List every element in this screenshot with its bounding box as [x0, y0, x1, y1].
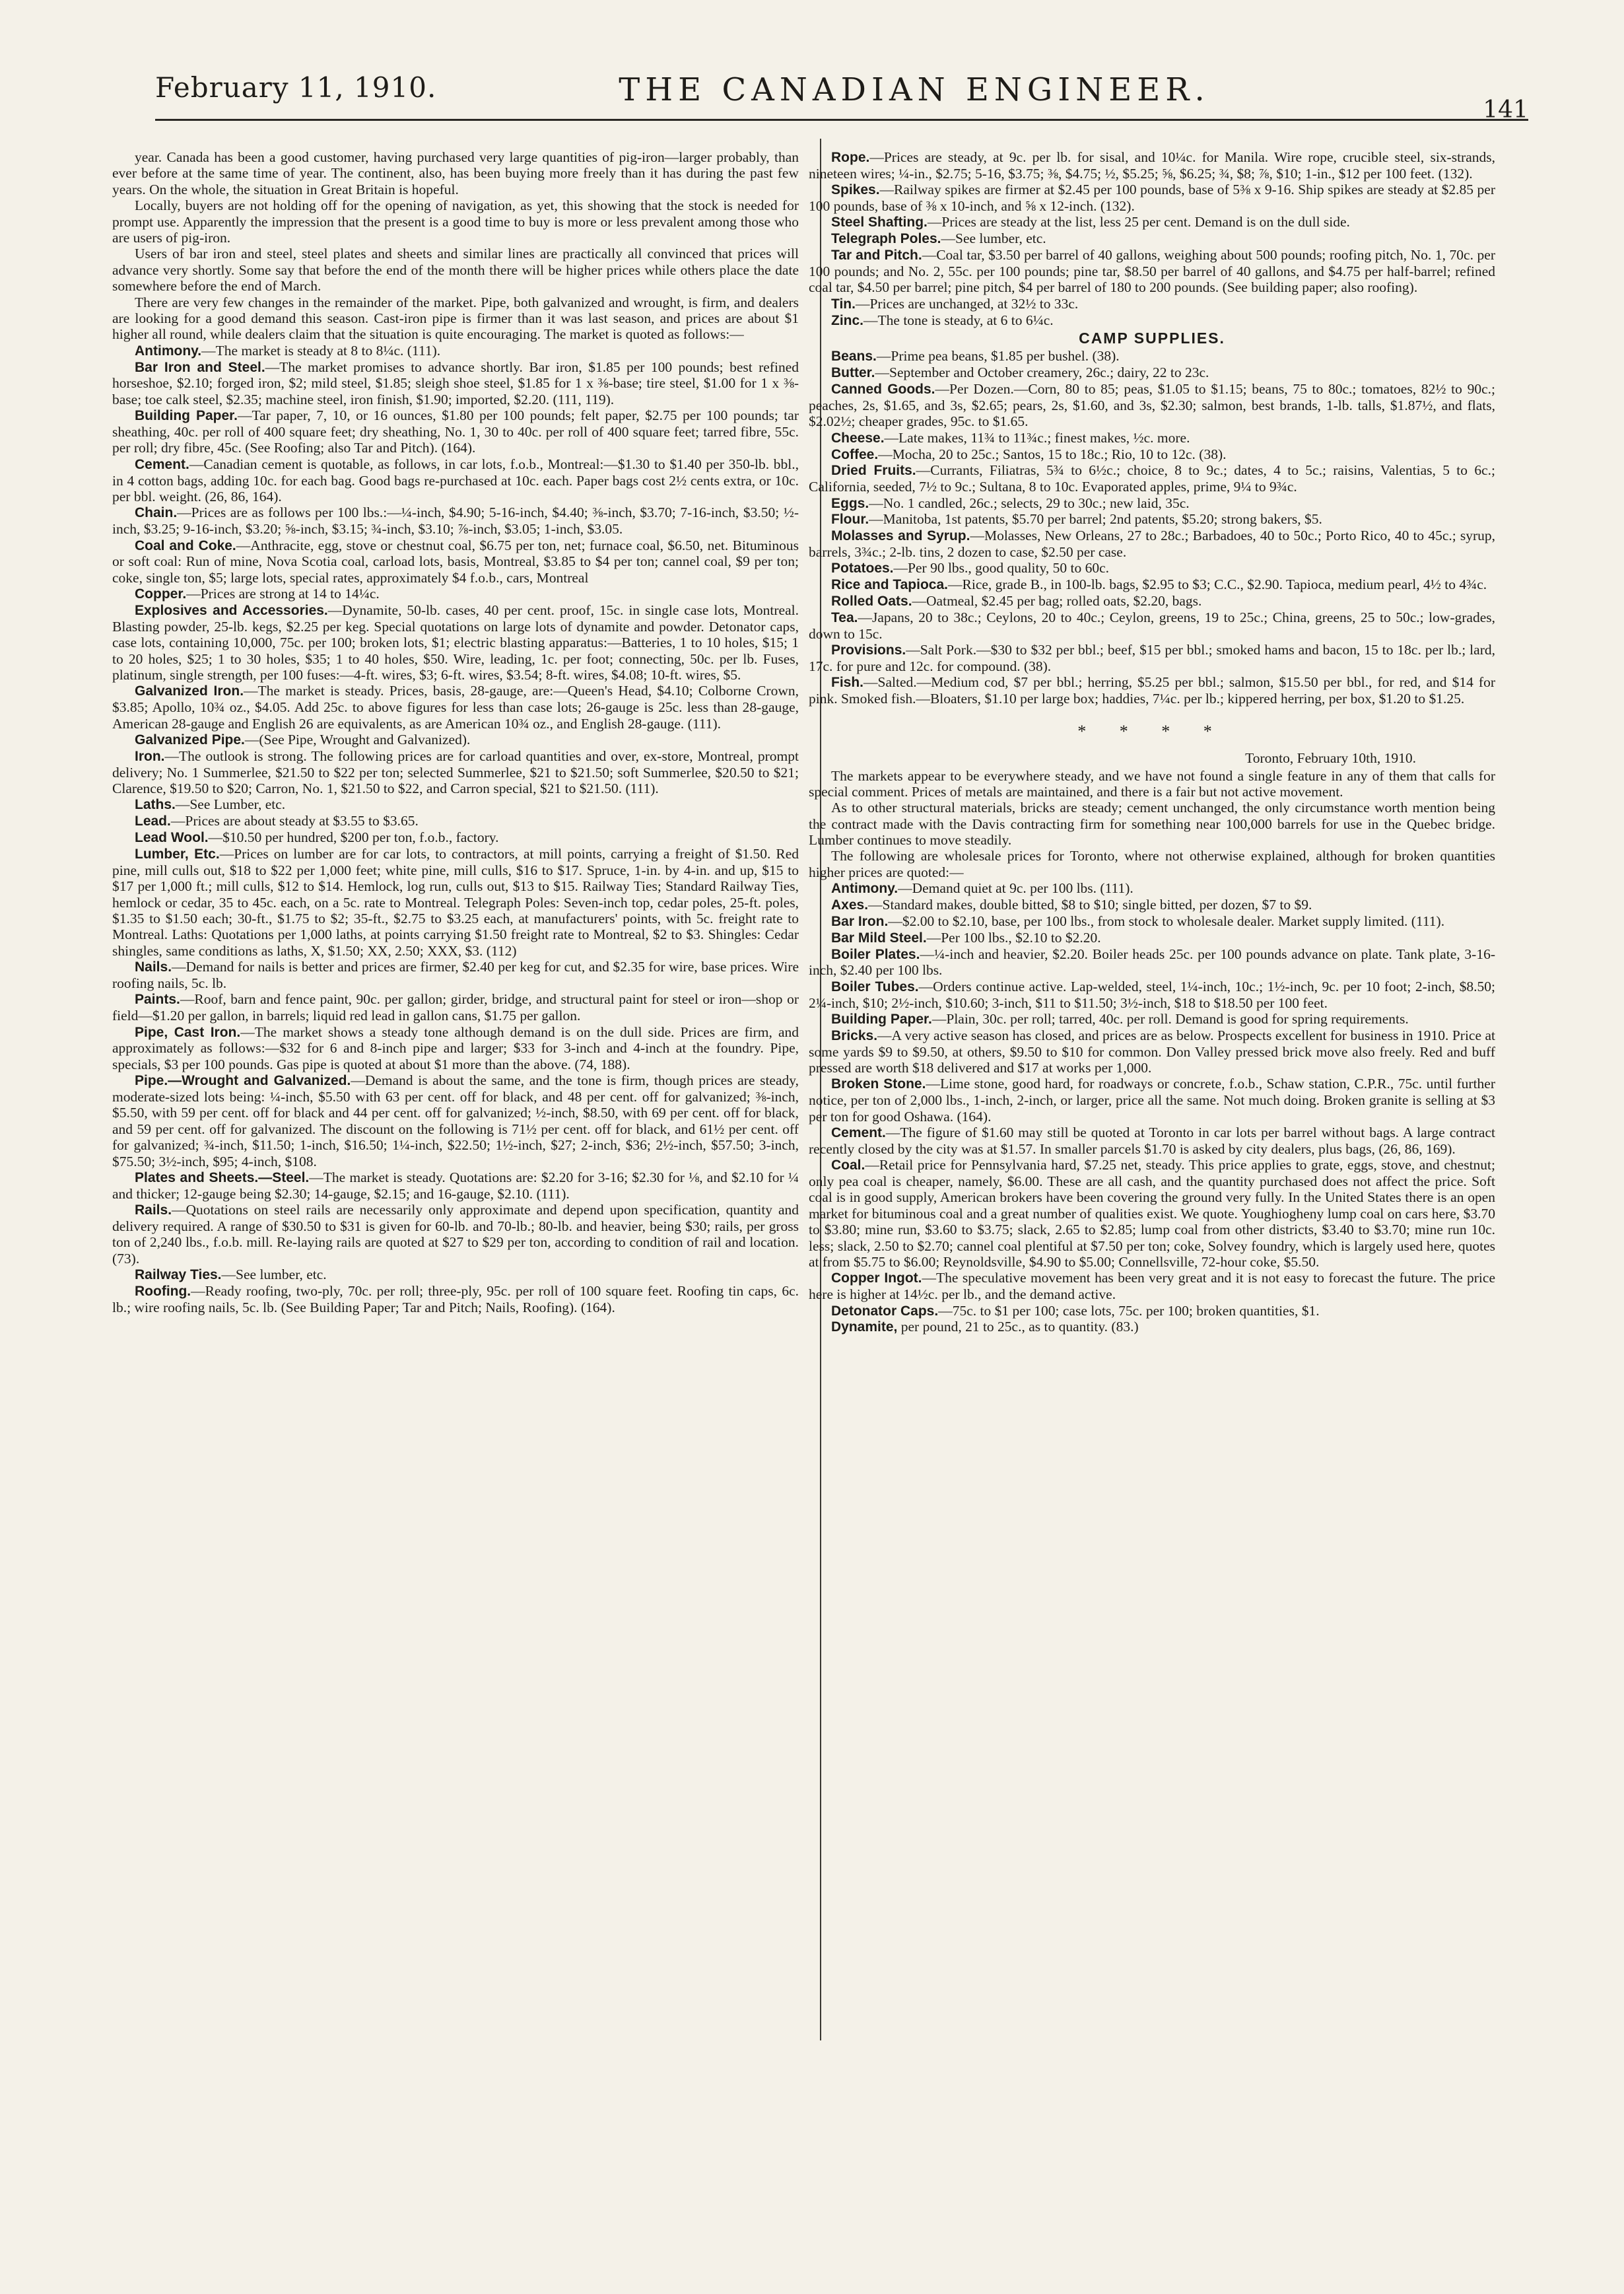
entry-term: Building Paper. — [135, 408, 238, 424]
entry-text: —The tone is steady, at 6 to 6¼c. — [863, 312, 1054, 328]
entry-term: Coffee. — [831, 446, 879, 462]
entry-term: Lead Wool. — [135, 830, 209, 846]
entry-term: Tin. — [831, 296, 856, 312]
price-entry — [809, 609, 1495, 642]
entry-text: —Per Dozen.—Corn, 80 to 85; peas, $1.05 to $1.15; beans, 75 to 80c.; tomatoes, 82½ to 90c.; peaches, 2s, $1.65, and 3s, $2.65; pears, 2s, $1.60, and 3s, $2.30; salmon, best brands, 1-lb. talls, $1.87½, and flats, $2.02½; cheaper grades, 95c. to $1.65. — [809, 381, 1495, 430]
entry-term: Boiler Tubes. — [831, 979, 919, 994]
entry-term: Bar Iron. — [831, 913, 889, 929]
entry-term: Coal. — [831, 1158, 865, 1173]
price-entry — [112, 1283, 799, 1315]
paragraph — [809, 800, 1495, 848]
price-entry — [112, 456, 799, 505]
entry-term: Tar and Pitch. — [831, 248, 922, 263]
entry-term: Bricks. — [831, 1027, 878, 1043]
entry-term: Bar Mild Steel. — [831, 930, 927, 946]
entry-term: Molasses and Syrup. — [831, 528, 970, 544]
entry-text: —The market shows a steady tone although demand is on the dull side. Prices are firm, and approximately as follows:—$32 for 6 and 8-inch pipe and larger; $33 for 3-inch and 4-inch at the foundry. Pipe, specials, $3 per 100 pounds. Gas pipe is quoted at about $1 more than the above. (74, 188). — [112, 1024, 799, 1072]
price-entry — [809, 1270, 1495, 1302]
right-column — [809, 149, 1495, 1335]
price-entry — [809, 674, 1495, 707]
entry-term: Nails. — [135, 959, 172, 975]
issue-date: February 11, 1910. — [155, 71, 437, 104]
entry-text: —Canadian cement is quotable, as follows, in car lots, f.o.b., Montreal:—$1.30 to $1.40 per 350-lb. bbl., in 4 cotton bags, adding 10c. for each bag. Good bags re-purchased at 10c. each. Paper bags cost 2½ cents extra, or 10c. per bbl. weight. (26, 86, 164). — [112, 456, 799, 504]
entry-term: Telegraph Poles. — [831, 231, 941, 247]
entry-text: —Late makes, 11¾ to 11¾c.; finest makes, ½c. more. — [884, 429, 1190, 446]
price-entry — [809, 214, 1495, 230]
entry-text: —Roof, barn and fence paint, 90c. per gallon; girder, bridge, and structural paint for steel or iron—shop or field—$1.20 per gallon, in barrels; liquid red lead in gallon cans, $1.75 per gallon. — [112, 991, 799, 1024]
price-entry — [112, 538, 799, 586]
entry-text: —Prices are unchanged, at 32½ to 33c. — [855, 295, 1079, 312]
entry-term: Potatoes. — [831, 561, 894, 576]
price-entry — [112, 732, 799, 748]
entry-text: As to other structural materials, bricks are steady; cement unchanged, the only circumstance worth mention being the contract made with the Davis contracting firm for something near 100,000 barrels for use in the Quebec bridge. Lumber continues to move steadily. — [809, 800, 1495, 849]
entry-text: The following are wholesale prices for Toronto, where not otherwise explained, although for broken quantities higher prices are quoted:— — [809, 848, 1495, 880]
entry-text: —Ready roofing, two-ply, 70c. per roll; three-ply, 95c. per roll of 100 square feet. Roofing tin caps, 6c. lb.; wire roofing nails, 5c. lb. (See Building Paper; Tar and Pitch; Nails, Roofing). (164). — [112, 1282, 799, 1315]
entry-text: —Molasses, New Orleans, 27 to 28c.; Barbadoes, 40 to 50c.; Porto Rico, 40 to 45c.; syrup, barrels, 3¾c.; 2-lb. tins, 2 dozen to case, $2.50 per case. — [809, 528, 1496, 561]
price-entry — [809, 593, 1495, 609]
price-entry — [112, 504, 799, 537]
price-entry — [809, 1011, 1495, 1027]
price-entry — [809, 495, 1495, 512]
price-entry — [809, 296, 1495, 312]
entry-term: Detonator Caps. — [831, 1303, 939, 1319]
journal-title: THE CANADIAN ENGINEER. — [619, 71, 1210, 108]
entry-text: —Per 90 lbs., good quality, 50 to 60c. — [893, 560, 1109, 576]
camp-supplies-heading: CAMP SUPPLIES. — [1079, 330, 1225, 347]
paragraph — [112, 149, 799, 197]
price-entry — [112, 1024, 799, 1073]
entry-text: —Prime pea beans, $1.85 per bushel. (38). — [876, 348, 1120, 365]
entry-text: —The outlook is strong. The following prices are for carload quantities and over, ex-store, Montreal, prompt delivery; No. 1 Summerlee, $21.50 to $22 per ton; selected Summerlee, $21 to $21.50; soft Summerlee, $20.50 to $21; Clarence, $19.50 to $20; Carron, No. 1, $21.50 to $22, and Carron special, $21 to $21.50. (111). — [112, 747, 799, 797]
entry-term: Fish. — [831, 675, 864, 691]
entry-text: —Mocha, 20 to 25c.; Santos, 15 to 18c.; Rio, 10 to 12c. (38). — [878, 446, 1227, 462]
entry-term: Axes. — [831, 897, 869, 913]
entry-term: Dynamite, — [831, 1319, 898, 1335]
entry-text: —Prices are as follows per 100 lbs.:—¼-inch, $4.90; 5-16-inch, $4.40; ⅜-inch, $3.70; 7-16-inch, $3.50; ½-inch, $3.25; 9-16-inch, $3.20; ⅝-inch, $3.15; ¾-inch, $3.10; ⅞-inch, $3.05; 1-inch, $3.05. — [112, 504, 799, 538]
entry-term: Railway Ties. — [135, 1267, 222, 1283]
entry-text: —Standard makes, double bitted, $8 to $10; single bitted, per dozen, $7 to $9. — [868, 897, 1312, 913]
entry-text: —See lumber, etc. — [221, 1267, 327, 1283]
entry-term: Provisions. — [831, 643, 906, 658]
entry-term: Beans. — [831, 349, 877, 365]
price-entry — [809, 149, 1495, 182]
camp-supplies-list — [809, 348, 1495, 707]
entry-term: Iron. — [135, 748, 165, 764]
entry-term: Antimony. — [831, 881, 898, 897]
entry-term: Pipe, Cast Iron. — [135, 1024, 241, 1040]
price-entry — [809, 1125, 1495, 1157]
price-entry — [809, 1027, 1495, 1076]
entry-term: Broken Stone. — [831, 1076, 926, 1092]
price-entry — [809, 946, 1495, 979]
entry-text: —Orders continue active. Lap-welded, steel, 1¼-inch, 10c.; 1½-inch, 9c. per 10 foot; 2-inch, $8.50; 2¼-inch, $10; 2½-inch, $10.60; 3-inch, $11 to $11.50; 3½-inch, $18 to $18.50 per 100 feet. — [809, 978, 1495, 1011]
paragraph — [112, 246, 799, 294]
price-entry — [809, 462, 1495, 495]
entry-term: Rope. — [831, 150, 870, 165]
price-entry — [809, 642, 1495, 674]
price-entry — [809, 182, 1495, 214]
entry-text: —Coal tar, $3.50 per barrel of 40 gallons, weighing about 500 pounds; roofing pitch, No. 1, 70c. per 100 pounds; and No. 2, 55c. per 100 pounds; pine tar, $8.50 per barrel of 40 gallons, and $4.75 per half-barrel; refined coal tar, $4.50 per barrel; pine pitch, $4 per barrel of 180 to 200 pounds. (See building paper; also roofing). — [809, 247, 1495, 296]
price-entry — [809, 1303, 1495, 1319]
entry-text: —Prices are steady at the list, less 25 per cent. Demand is on the dull side. — [927, 214, 1350, 230]
price-entry — [112, 1169, 799, 1202]
price-entry — [809, 247, 1495, 296]
price-entry — [112, 959, 799, 991]
price-entry — [809, 381, 1495, 430]
price-entry — [112, 343, 799, 359]
entry-text: —Salted.—Medium cod, $7 per bbl.; herring, $5.25 per bbl.; salmon, $15.50 per bbl., for red, and $14 for pink. Smoked fish.—Bloaters, $1.10 per large box; haddies, 7¼c. per lb.; kippered herring, per box, $1.20 to $1.25. — [809, 674, 1495, 707]
entry-text: per pound, 21 to 25c., as to quantity. (83.) — [897, 1319, 1139, 1335]
entry-text: —September and October creamery, 26c.; dairy, 22 to 23c. — [875, 365, 1209, 381]
price-entry — [809, 560, 1495, 576]
entry-term: Galvanized Iron. — [135, 683, 244, 699]
left-column — [112, 149, 799, 1315]
entry-text: —Per 100 lbs., $2.10 to $2.20. — [926, 929, 1101, 946]
entry-term: Bar Iron and Steel. — [135, 359, 265, 375]
entry-text: —Plain, 30c. per roll; tarred, 40c. per roll. Demand is good for spring requirements. — [931, 1010, 1409, 1027]
entry-text: —Prices are strong at 14 to 14¼c. — [186, 586, 380, 602]
price-entry — [809, 348, 1495, 365]
entry-term: Explosives and Accessories. — [135, 603, 328, 618]
paragraph — [809, 848, 1495, 880]
entry-term: Spikes. — [831, 182, 880, 198]
entry-text: —Currants, Filiatras, 5¾ to 6½c.; choice, 8 to 9c.; dates, 4 to 5c.; raisins, Valentias, 5 to 6c.; California, seeded, 7½ to 9c.; Sultana, 8 to 10c. Evaporated apples, prime, 9¼ to 9¾c. — [809, 462, 1495, 495]
entry-term: Dried Fruits. — [831, 463, 916, 479]
entry-text: —The market promises to advance shortly. Bar iron, $1.85 per 100 pounds; best refined horseshoe, $2.10; forged iron, $2; mild steel, $1.85; sleigh shoe steel, $1.85 for 1 x ⅜-base; tire steel, $1.00 for 1 x ⅜-base; toe calk steel, $2.35; machine steel, iron finish, $1.90; imported, $2.20. (111, 119). — [112, 359, 799, 407]
entry-term: Tea. — [831, 609, 858, 625]
entry-term: Cheese. — [831, 430, 885, 446]
entry-text: —The market is steady at 8 to 8¼c. (111). — [201, 342, 441, 359]
price-entry — [112, 359, 799, 408]
price-entry — [809, 230, 1495, 247]
price-entry — [809, 528, 1495, 560]
price-entry — [809, 511, 1495, 528]
entry-text: —Prices are steady, at 9c. per lb. for sisal, and 10¼c. for Manila. Wire rope, crucible steel, six-strands, nineteen wires; ¼-in., $2.75; 5-16, $3.75; ⅜, $4.75; ½, $5.25; ⅝, $6.25; ¾, $8; ⅞, $10; 1-in., $12 per 100 feet. (132). — [809, 149, 1495, 182]
price-entry — [112, 1072, 799, 1169]
entry-term: Coal and Coke. — [135, 538, 236, 553]
entry-text: —A very active season has closed, and prices are as below. Prospects excellent for business in 1910. Price at some yards $9 to $9.50, at others, $9.50 to $10 for common. Don Valley pressed brick move also freely. Red and buff pressed are worth $18 delivered and $17 at works per 1,000. — [809, 1027, 1495, 1076]
entry-term: Canned Goods. — [831, 382, 935, 398]
toronto-dateline: Toronto, February 10th, 1910. — [1245, 750, 1416, 767]
price-entry — [809, 446, 1495, 463]
price-entry — [112, 813, 799, 829]
section-separator: * * * * — [1077, 721, 1227, 741]
entry-term: Pipe.—Wrought and Galvanized. — [135, 1073, 351, 1089]
entry-text: —Salt Pork.—$30 to $32 per bbl.; beef, $15 per bbl.; smoked hams and bacon, 15 to 18c. per lb.; lard, 17c. for pure and 12c. for compound. (38). — [809, 642, 1495, 674]
entry-term: Laths. — [135, 797, 176, 813]
price-entry — [112, 748, 799, 797]
price-entry — [112, 1267, 799, 1283]
entry-text: —Rice, grade B., in 100-lb. bags, $2.95 to $3; C.C., $2.90. Tapioca, medium pearl, 4½ to 4¾c. — [948, 576, 1487, 593]
entry-term: Lead. — [135, 814, 171, 829]
entry-text: —Demand quiet at 9c. per 100 lbs. (111). — [898, 880, 1133, 897]
price-entry — [809, 576, 1495, 593]
entry-text: —The market is steady. Prices, basis, 28-gauge, are:—Queen's Head, $4.10; Colborne Crown, $3.85; Apollo, 10¾ oz., $4.05. Add 25c. to above figures for less than case lots; 26-gauge is 25c. less than 28-gauge, American 28-gauge and English 26 are equivalents, as are American 10¾ oz., and English 28-gauge. (111). — [112, 683, 799, 732]
entry-term: Lumber, Etc. — [135, 846, 220, 862]
price-entry — [809, 365, 1495, 381]
price-entry — [112, 602, 799, 683]
entry-term: Cement. — [135, 456, 189, 472]
entry-term: Flour. — [831, 512, 869, 528]
entry-text: —Anthracite, egg, stove or chestnut coal, $6.75 per ton, net; furnace coal, $6.50, net. Bituminous or soft coal: Run of mine, Nova Scotia coal, carload lots, basis, Montreal, $3.85 to $4 per ton; cannel coal, $9 per ton; coke, single ton, $5; large lots, special rates, approximately $4 f.o.b., cars, Montreal — [112, 537, 799, 586]
entry-text: year. Canada has been a good customer, having purchased very large quantities of pig-iron—larger probably, than ever before at the same time of year. The continent, also, has been buying more freely than it has during the past few years. On the whole, the situation in Great Britain is hopeful. — [112, 149, 799, 197]
paragraph — [112, 295, 799, 343]
entry-text: —Japans, 20 to 38c.; Ceylons, 20 to 40c.; Ceylon, greens, 19 to 25c.; China, greens, 25 to 50c.; low-grades, down to 15c. — [809, 609, 1495, 642]
page-header — [155, 71, 1528, 121]
price-entry — [809, 897, 1495, 913]
entry-text: —75c. to $1 per 100; case lots, 75c. per 100; broken quantities, $1. — [938, 1302, 1320, 1319]
entry-text: —Manitoba, 1st patents, $5.70 per barrel; 2nd patents, $5.20; strong bakers, $5. — [869, 511, 1322, 528]
entry-text: —The market is steady. Quotations are: $2.20 for 3-16; $2.30 for ⅛, and $2.10 for ¼ and thicker; 12-gauge being $2.30; 14-gauge, $2.15; and 16-gauge, $2.10. (111). — [112, 1169, 799, 1202]
entry-term: Antimony. — [135, 343, 202, 359]
entry-term: Building Paper. — [831, 1011, 932, 1027]
entry-text: —The speculative movement has been very great and it is not easy to forecast the future. The price here is higher at 14½c. per lb., and the demand active. — [809, 1270, 1495, 1303]
entry-text: —Railway spikes are firmer at $2.45 per 100 pounds, base of 5⅜ x 9-16. Ship spikes are steady at $2.85 per 100 pounds, base of ⅜ x 10-inch, and ⅝ x 12-inch. (132). — [809, 182, 1495, 215]
entry-term: Copper Ingot. — [831, 1270, 922, 1286]
entry-text: —Prices on lumber are for car lots, to contractors, at mill points, carrying a freight of $1.50. Red pine, mill culls out, $18 to $22 per 1,000 feet; white pine, mill culls, $16 to $17. Spruce, 1-in. by 4-in. and up, $15 to $17 per 1,000 ft.; mill culls, $12 to $14. Hemlock, log run, culls out, $13 to $15. Railway Ties; Standard Railway Ties, hemlock or cedar, 35 to 45c. each, on a 5c. rate to Montreal. Telegraph Poles: Seven-inch top, cedar poles, 25-ft. poles, $1.35 to $1.50 each; 30-ft., $1.75 to $2; 35-ft., $2.75 to $3.25 each, at manufacturers' points, with 5c. freight rate to Montreal. Laths: Quotations per 1,000 laths, at points carrying $1.50 freight rate to Montreal, $2 to $3. Shingles: Cedar shingles, same conditions as laths, X, $1.50; XX, 2.50; XXX, $3. (112) — [112, 845, 799, 959]
entry-text: —¼-inch and heavier, $2.20. Boiler heads 25c. per 100 pounds advance on plate. Tank plate, 3-16-inch, $2.40 per 100 lbs. — [809, 946, 1496, 979]
entry-text: —Dynamite, 50-lb. cases, 40 per cent. proof, 15c. in single case lots, Montreal. Blasting powder, 25-lb. kegs, $2.25 per keg. Special quotations on large lots of dynamite and powder. Detonator caps, case lots, containing 10,000, 75c. per 100; broken lots, $1; electric blasting apparatus:—Batteries, 1 to 10 holes, $15; 1 to 20 holes, $25; 1 to 30 holes, $35; 1 to 40 holes, $50. Wire, leading, 1c. per foot; connecting, 50c. per lb. Fuses, platinum, single strength, per 100 fuses:—4-ft. wires, $3; 6-ft. wires, $3.54; 8-ft. wires, $4.08; 10-ft. wires, $5. — [112, 602, 799, 683]
entry-term: Steel Shafting. — [831, 215, 928, 230]
entry-term: Zinc. — [831, 312, 864, 328]
entry-term: Plates and Sheets.—Steel. — [135, 1169, 310, 1185]
entry-text: —Lime stone, good hard, for roadways or concrete, f.o.b., Schaw station, C.P.R., 75c. until further notice, per ton of 2,000 lbs., 1-inch, 2-inch, or larger, price all the same. Not much doing. Broken granite is selling at $3 per ton for good Oshawa. (164). — [809, 1076, 1495, 1125]
toronto-introduction — [809, 768, 1495, 881]
entry-text: There are very few changes in the remainder of the market. Pipe, both galvanized and wrought, is firm, and dealers are looking for a good demand this season. Cast-iron pipe is firmer than it was last season, and prices are about $1 higher all round, while dealers claim that the situation is quite encouraging. The market is quoted as follows:— — [112, 294, 799, 343]
entry-text: Locally, buyers are not holding off for the opening of navigation, as yet, this showing that the stock is needed for prompt use. Apparently the impression that the present is a good time to buy is more or less prevalent among those who are users of pig-iron. — [112, 197, 799, 246]
price-entry — [809, 1157, 1495, 1270]
price-entry — [809, 312, 1495, 329]
entry-text: —Tar paper, 7, 10, or 16 ounces, $1.80 per 100 pounds; felt paper, $2.75 per 100 pounds; tar sheathing, 40c. per roll of 400 square feet; dry sheathing, No. 1, 30 to 40c. per roll of 400 square feet; tarred fibre, 55c. per roll; dry fibre, 45c. (See Roofing; also Tar and Pitch). (164). — [112, 407, 799, 456]
entry-text: —Demand for nails is better and prices are firmer, $2.40 per keg for cut, and $2.35 for wire, base prices. Wire roofing nails, 5c. lb. — [112, 959, 799, 991]
entry-term: Paints. — [135, 992, 180, 1008]
entry-term: Galvanized Pipe. — [135, 732, 245, 747]
price-entry — [112, 846, 799, 959]
price-entry — [112, 683, 799, 732]
price-entry — [112, 586, 799, 602]
price-entry — [112, 1202, 799, 1267]
price-entry — [809, 1076, 1495, 1125]
entry-text: Users of bar iron and steel, steel plates and sheets and similar lines are practically all convinced that prices will advance very shortly. Some say that before the end of the month there will be higher prices while others place the date somewhere before the end of March. — [112, 246, 799, 295]
entry-text: —See Lumber, etc. — [175, 796, 286, 813]
price-entry — [112, 796, 799, 813]
montreal-continued — [809, 149, 1495, 328]
entry-term: Chain. — [135, 505, 178, 521]
page-number: 141 — [1483, 96, 1528, 123]
entry-text: —Quotations on steel rails are necessarily only approximate and depend upon specification, quantity and delivery required. A range of $30.50 to $31 is given for 60-lb. and 70-lb.; 80-lb. and heavier, being $30; rails, per gross ton of 2,240 lbs., f.o.b. mill. Re-laying rails are quoted at $27 to $29 per ton, according to condition of rail and location. (73). — [112, 1202, 799, 1267]
price-entry — [809, 979, 1495, 1011]
price-entry — [809, 430, 1495, 446]
price-entry — [809, 913, 1495, 930]
entry-term: Copper. — [135, 586, 187, 602]
entry-text: —$10.50 per hundred, $200 per ton, f.o.b., factory. — [208, 829, 499, 846]
price-entry — [809, 1319, 1495, 1335]
entry-term: Butter. — [831, 365, 875, 381]
price-entry — [809, 930, 1495, 946]
entry-text: —Demand is about the same, and the tone is firm, though prices are steady, moderate-sized lots being: ¼-inch, $5.50 with 63 per cent. off for black, and 48 per cent. off for galvanized; ⅜-inch, $5.50, with 59 per cent. off for black and 44 per cent. off for galvanized; ½-inch, $8.50, with 69 per cent. off for black, and 59 per cent. off for galvanized. The discount on the following is 71½ per cent. off for black, and 61½ per cent. off for galvanized; ¾-inch, $11.50; 1-inch, $16.50; 1¼-inch, $22.50; 1½-inch, $27; 2-inch, $36; 2½-inch, $57.50; 3-inch, $75.50; 3½-inch, $95; 4-inch, $108. — [112, 1072, 799, 1169]
price-entry — [112, 407, 799, 456]
entry-text: —No. 1 candled, 26c.; selects, 29 to 30c.; new laid, 35c. — [869, 495, 1190, 511]
entry-text: —See lumber, etc. — [941, 230, 1046, 247]
entry-term: Rails. — [135, 1202, 172, 1218]
entry-text: —Prices are about steady at $3.55 to $3.65. — [170, 813, 419, 829]
price-entry — [112, 829, 799, 846]
price-entry — [809, 880, 1495, 897]
entry-term: Rolled Oats. — [831, 594, 912, 609]
entry-term: Roofing. — [135, 1283, 191, 1299]
entry-text: —Oatmeal, $2.45 per bag; rolled oats, $2.20, bags. — [912, 593, 1202, 609]
entry-text: —(See Pipe, Wrought and Galvanized). — [244, 732, 471, 747]
entry-term: Cement. — [831, 1125, 886, 1141]
entry-term: Rice and Tapioca. — [831, 577, 948, 593]
entry-text: —The figure of $1.60 may still be quoted at Toronto in car lots per barrel without bags. A large contract recently closed by the city was at $1.57. In smaller parcels $1.70 is asked by city dealers, plus bags, (26, 86, 169). — [809, 1125, 1495, 1157]
entry-text: The markets appear to be everywhere steady, and we have not found a single feature in any of them that calls for special comment. Prices of metals are maintained, and there is a fair but not active movement. — [809, 767, 1495, 800]
entry-term: Eggs. — [831, 495, 869, 511]
price-entry — [112, 991, 799, 1024]
paragraph — [809, 768, 1495, 800]
entry-text: —$2.00 to $2.10, base, per 100 lbs., from stock to wholesale dealer. Market supply limited. (111). — [888, 913, 1445, 929]
toronto-price-list — [809, 880, 1495, 1335]
paragraph — [112, 197, 799, 246]
entry-text: —Retail price for Pennsylvania hard, $7.25 net, steady. This price applies to grate, eggs, stove, and chestnut; only pea coal is cheaper, namely, $6.00. These are all cash, and the quantity purchased does not affect the price. Soft coal is in good supply, American brokers have been covering the ground very fully. In the United States there is an open market for bituminous coal and a great number of qualities exist. We quote. Youghiogheny lump coal on cars here, $3.70 to $3.80; mine run, $3.60 to $3.75; slack, 2.65 to $2.85; lump coal from other districts, $3.40 to $3.70; mine run 10c. less; slack, 2.50 to $2.70; cannel coal plentiful at $7.50 per ton; coke, Solvey foundry, which is largely used here, quotes at from $5.75 to $6.00; Reynoldsville, $4.90 to $5.00; Connellsville, 72-hour coke, $5.50. — [809, 1157, 1495, 1270]
entry-term: Boiler Plates. — [831, 946, 920, 962]
